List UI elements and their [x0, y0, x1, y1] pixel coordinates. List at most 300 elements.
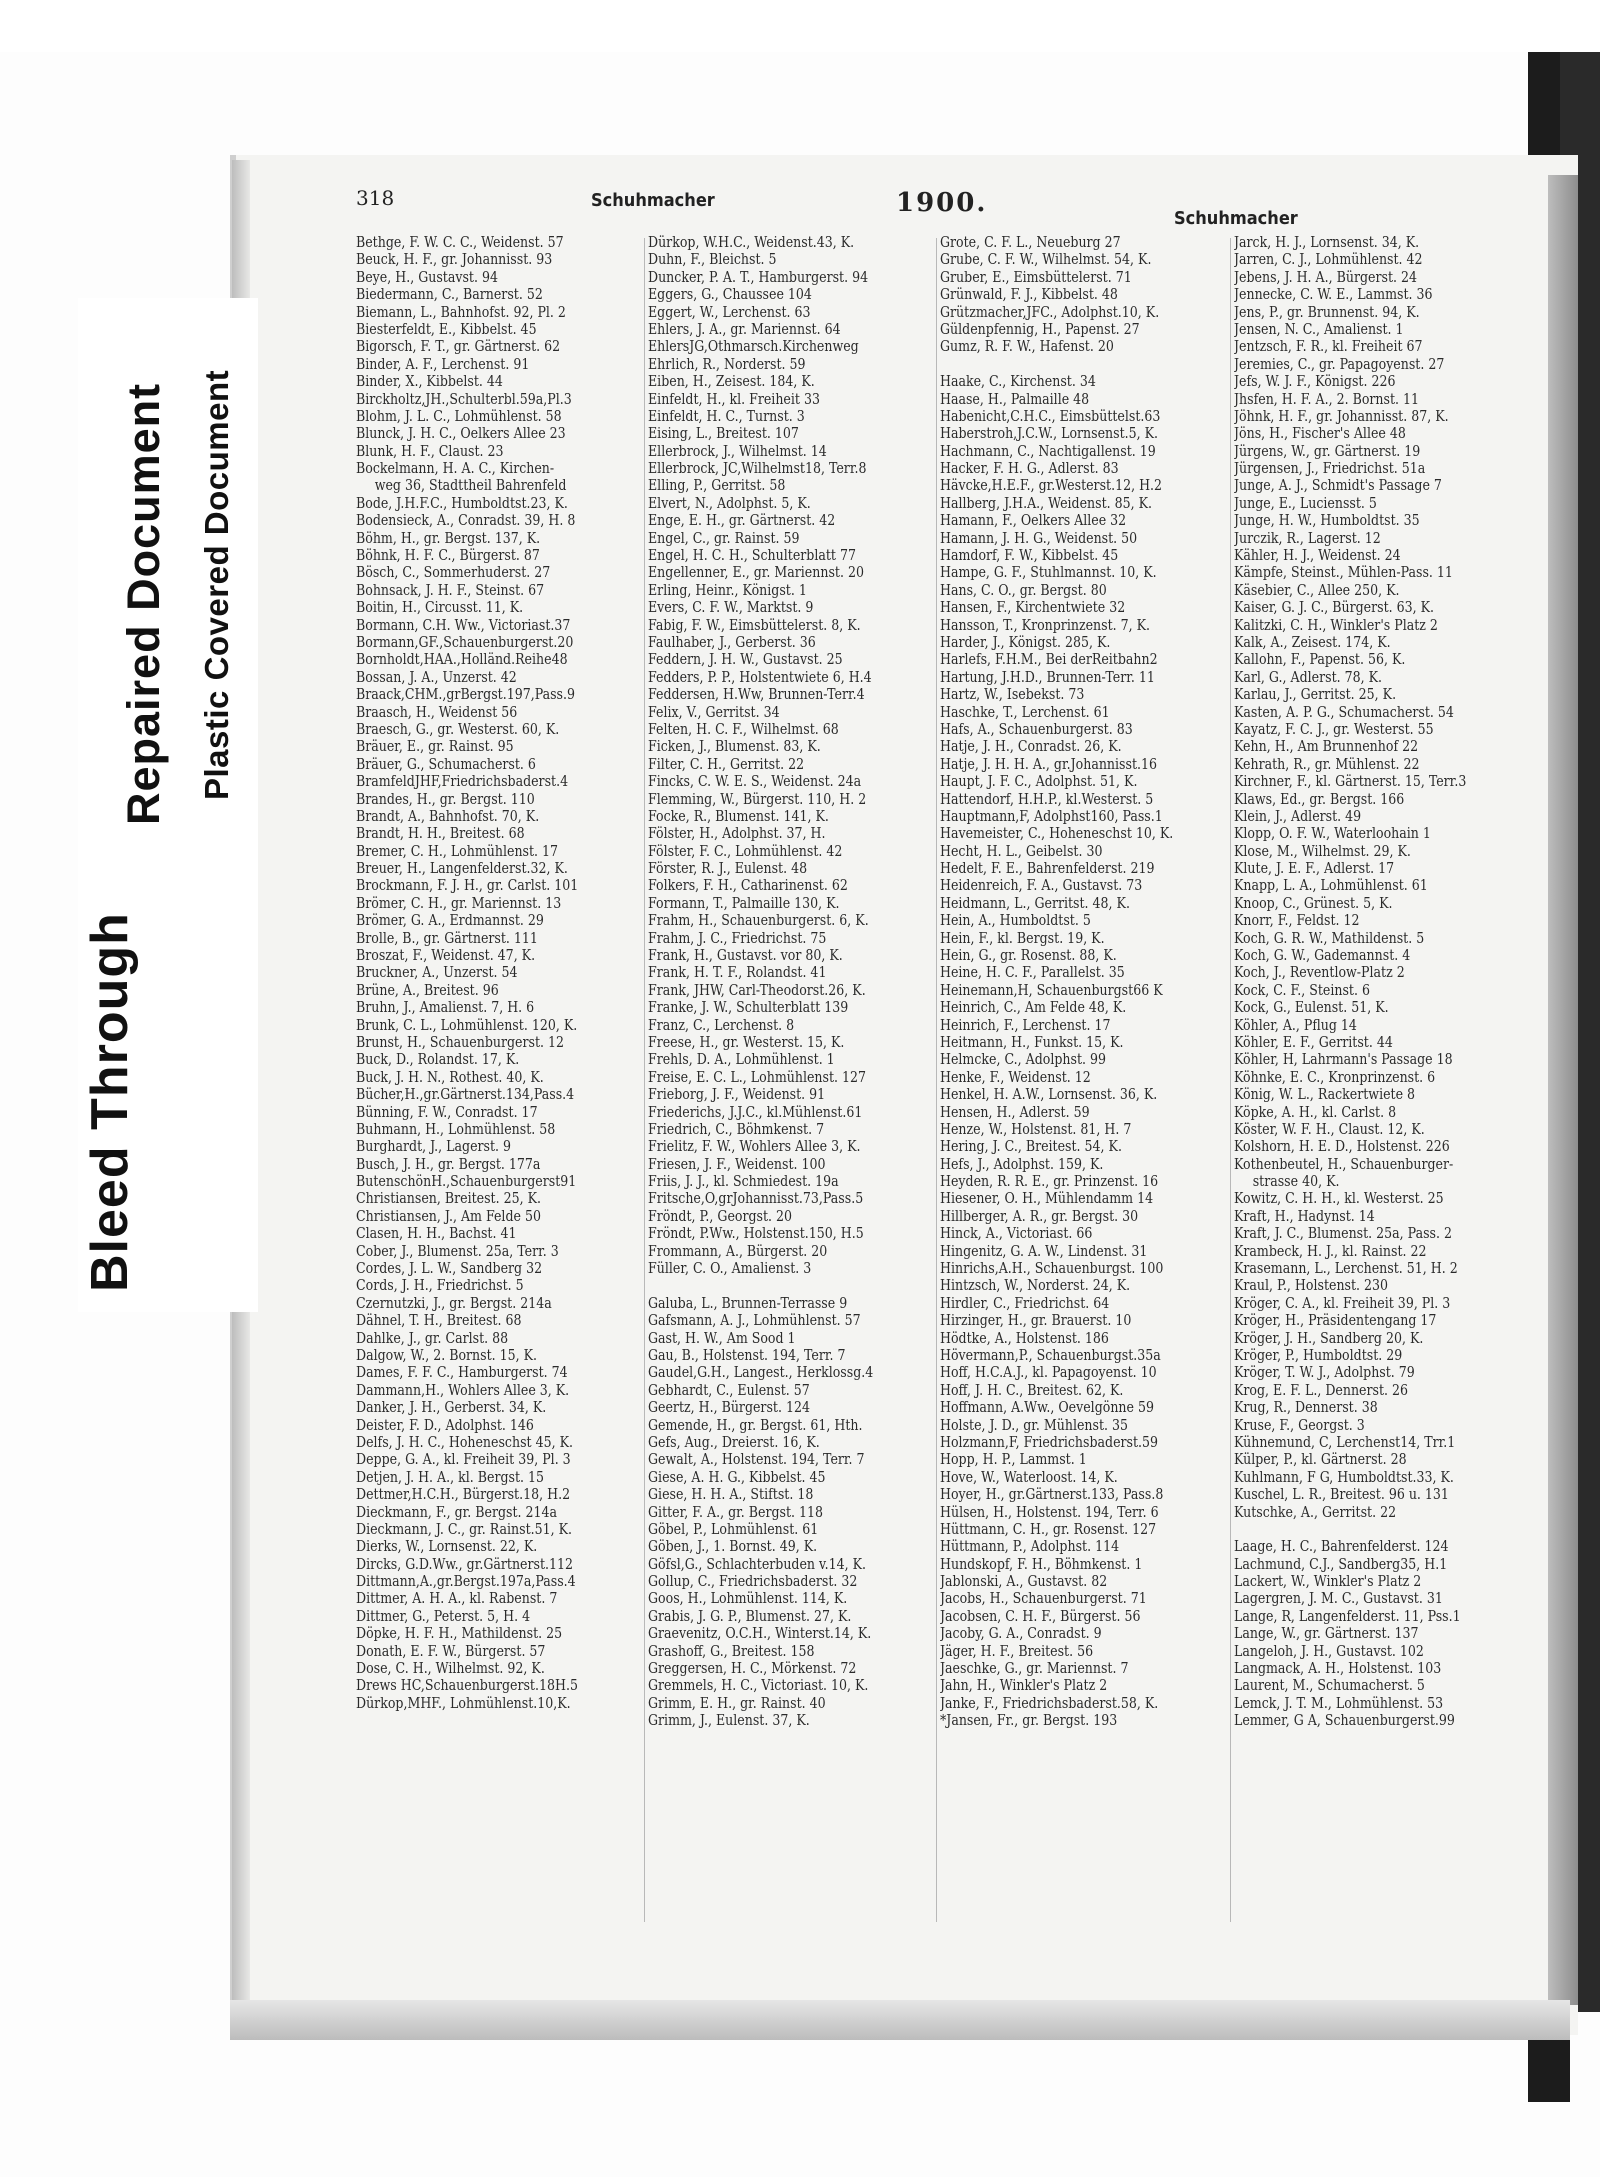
directory-entry: Hampe, G. F., Stuhlmannst. 10, K.: [940, 564, 1157, 582]
directory-entry: Friis, J. J., kl. Schmiedest. 19a: [648, 1173, 839, 1191]
directory-entry: Hecht, H. L., Geibelst. 30: [940, 842, 1103, 860]
directory-entry: Hävcke,H.E.F., gr.Westerst.12, H.2: [940, 477, 1163, 495]
directory-entry: Brunst, H., Schauenburgerst. 12: [356, 1033, 565, 1051]
scan-background: [0, 0, 1600, 52]
directory-entry: Göbel, P., Lohmühlenst. 61: [648, 1520, 819, 1538]
directory-entry: Frommann, A., Bürgerst. 20: [648, 1242, 828, 1260]
directory-column-1: [356, 234, 650, 1712]
directory-entry: Laurent, M., Schumacherst. 5: [1234, 1677, 1425, 1695]
directory-entry: Engel, C., gr. Rainst. 59: [648, 529, 800, 547]
directory-entry: Junge, E., Luciensst. 5: [1234, 494, 1377, 512]
directory-entry: Jurczik, R., Lagerst. 12: [1234, 529, 1381, 547]
directory-entry: Güldenpfennig, H., Papenst. 27: [940, 320, 1140, 338]
directory-entry: Dähnel, T. H., Breitest. 68: [356, 1312, 522, 1330]
directory-entry: Gemende, H., gr. Bergst. 61, Hth.: [648, 1416, 863, 1434]
directory-entry: Faulhaber, J., Gerberst. 36: [648, 633, 816, 651]
directory-entry: Kowitz, C. H. H., kl. Westerst. 25: [1234, 1190, 1444, 1208]
directory-entry: Kraul, P., Holstenst. 230: [1234, 1277, 1389, 1295]
directory-entry: Felten, H. C. F., Wilhelmst. 68: [648, 720, 839, 738]
directory-entry: Bodensieck, A., Conradst. 39, H. 8: [356, 512, 576, 530]
directory-entry: Friedrich, C., Böhmkenst. 7: [648, 1120, 825, 1138]
directory-entry: Bossan, J. A., Unzerst. 42: [356, 668, 517, 686]
directory-entry: Dürkop, W.H.C., Weidenst.43, K.: [648, 234, 855, 251]
directory-entry: Hirzinger, H., gr. Brauerst. 10: [940, 1312, 1132, 1330]
directory-entry: Evers, C. F. W., Marktst. 9: [648, 599, 814, 617]
directory-entry: Krambeck, H. J., kl. Rainst. 22: [1234, 1242, 1427, 1260]
directory-entry: Haupt, J. F. C., Adolphst. 51, K.: [940, 773, 1138, 791]
directory-entry: Galuba, L., Brunnen-Terrasse 9: [648, 1294, 848, 1312]
directory-entry: Hamann, J. H. G., Weidenst. 50: [940, 529, 1138, 547]
directory-entry: Knapp, L. A., Lohmühlenst. 61: [1234, 877, 1428, 895]
directory-entry: Gitter, F. A., gr. Bergst. 118: [648, 1503, 824, 1521]
directory-entry: Lachmund, C.J., Sandberg35, H.1: [1234, 1555, 1448, 1573]
directory-entry: Buhmann, H., Lohmühlenst. 58: [356, 1120, 556, 1138]
directory-entry: Enge, E. H., gr. Gärtnerst. 42: [648, 512, 836, 530]
directory-entry: Jarck, H. J., Lornsenst. 34, K.: [1234, 234, 1420, 251]
directory-entry: Einfeldt, H., kl. Freiheit 33: [648, 390, 820, 408]
directory-entry: Biesterfeldt, E., Kibbelst. 45: [356, 320, 537, 338]
directory-entry: Bücher,H.,gr.Gärtnerst.134,Pass.4: [356, 1086, 575, 1104]
directory-entry: Hansson, T., Kronprinzenst. 7, K.: [940, 616, 1151, 634]
directory-entry: Haake, C., Kirchenst. 34: [940, 373, 1096, 391]
directory-entry: Göfsl,G., Schlachterbuden v.14, K.: [648, 1555, 867, 1573]
directory-entry: Kallohn, F., Papenst. 56, K.: [1234, 651, 1406, 669]
directory-entry: Kuhlmann, F G, Humboldtst.33, K.: [1234, 1468, 1454, 1486]
directory-entry: Kröger, H., Präsidentengang 17: [1234, 1312, 1437, 1330]
directory-entry: Fabig, F. W., Eimsbüttelerst. 8, K.: [648, 616, 861, 634]
directory-entry: Buck, D., Rolandst. 17, K.: [356, 1051, 520, 1069]
directory-entry: Eggert, W., Lerchenst. 63: [648, 303, 811, 321]
directory-entry: Jöhnk, H. F., gr. Johannisst. 87, K.: [1234, 407, 1449, 425]
directory-entry: Drews HC,Schauenburgerst.18H.5: [356, 1677, 578, 1695]
directory-entry: König, W. L., Rackertwiete 8: [1234, 1086, 1416, 1104]
directory-entry: Dahlke, J., gr. Carlst. 88: [356, 1329, 509, 1347]
directory-entry: Kehrath, R., gr. Mühlenst. 22: [1234, 755, 1420, 773]
directory-entry: Bräuer, G., Schumacherst. 6: [356, 755, 536, 773]
directory-entry: Kuschel, L. R., Breitest. 96 u. 131: [1234, 1486, 1449, 1504]
directory-entry: Fincks, C. W. E. S., Weidenst. 24a: [648, 773, 862, 791]
directory-entry: Hoyer, H., gr.Gärtnerst.133, Pass.8: [940, 1486, 1164, 1504]
directory-entry: Kock, G., Eulenst. 51, K.: [1234, 999, 1389, 1017]
directory-entry: Henke, F., Weidenst. 12: [940, 1068, 1091, 1086]
directory-entry: Grünwald, F. J., Kibbelst. 48: [940, 286, 1118, 304]
directory-entry: Lemck, J. T. M., Lohmühlenst. 53: [1234, 1694, 1444, 1712]
directory-entry: Braesch, G., gr. Westerst. 60, K.: [356, 720, 560, 738]
directory-entry: Giese, H. H. A., Stiftst. 18: [648, 1486, 814, 1504]
directory-entry: Greggersen, H. C., Mörkenst. 72: [648, 1660, 857, 1678]
directory-entry: Dürkop,MHF., Lohmühlenst.10,K.: [356, 1694, 571, 1712]
directory-entry: Gewalt, A., Holstenst. 194, Terr. 7: [648, 1451, 865, 1469]
directory-entry: Henkel, H. A.W., Lornsenst. 36, K.: [940, 1086, 1158, 1104]
directory-entry: Hoff, H.C.A.J., kl. Papagoyenst. 10: [940, 1364, 1157, 1382]
directory-entry: Ehrlich, R., Norderst. 59: [648, 355, 806, 373]
directory-entry: Böhnk, H. F. C., Bürgerst. 87: [356, 547, 540, 565]
directory-entry: Brandt, A., Bahnhofst. 70, K.: [356, 807, 540, 825]
directory-entry: Hoff, J. H. C., Breitest. 62, K.: [940, 1381, 1124, 1399]
directory-entry: Jensen, N. C., Amalienst. 1: [1234, 320, 1404, 338]
directory-entry: Friederichs, J.J.C., kl.Mühlenst.61: [648, 1103, 863, 1121]
directory-entry: Külper, P., kl. Gärtnerst. 28: [1234, 1451, 1407, 1469]
directory-entry: Böhm, H., gr. Bergst. 137, K.: [356, 529, 541, 547]
directory-entry: Hövermann,P., Schauenburgst.35a: [940, 1347, 1161, 1364]
directory-entry: Blunck, J. H. C., Oelkers Allee 23: [356, 425, 566, 443]
directory-entry: Filter, C. H., Gerritst. 22: [648, 755, 805, 773]
directory-entry: Engel, H. C. H., Schulterblatt 77: [648, 547, 856, 565]
directory-entry: Franke, J. W., Schulterblatt 139: [648, 999, 849, 1017]
directory-entry: Heyden, R. R. E., gr. Prinzenst. 16: [940, 1173, 1159, 1191]
directory-entry: Hafs, A., Schauenburgerst. 83: [940, 720, 1133, 738]
directory-entry: Frehls, D. A., Lohmühlenst. 1: [648, 1051, 835, 1069]
directory-entry: Jürgens, W., gr. Gärtnerst. 19: [1234, 442, 1421, 460]
directory-entry: Jhsfen, H. F. A., 2. Bornst. 11: [1234, 390, 1420, 408]
directory-entry: Frielitz, F. W., Wohlers Allee 3, K.: [648, 1138, 861, 1156]
directory-entry: Klaws, Ed., gr. Bergst. 166: [1234, 790, 1405, 808]
directory-entry: Czernutzki, J., gr. Bergst. 214a: [356, 1294, 552, 1312]
directory-entry: Laage, H. C., Bahrenfelderst. 124: [1234, 1538, 1449, 1556]
directory-entry: Jarren, C. J., Lohmühlenst. 42: [1234, 251, 1423, 269]
directory-entry: Deister, F. D., Adolphst. 146: [356, 1416, 534, 1434]
directory-entry: Hensen, H., Adlerst. 59: [940, 1103, 1090, 1121]
directory-entry: Kaiser, G. J. C., Bürgerst. 63, K.: [1234, 599, 1435, 617]
directory-entry: Kraft, J. C., Blumenst. 25a, Pass. 2: [1234, 1225, 1452, 1243]
directory-entry: Krog, E. F. L., Dennerst. 26: [1234, 1381, 1409, 1399]
directory-entry: Holste, J. D., gr. Mühlenst. 35: [940, 1416, 1129, 1434]
directory-entry: Giese, A. H. G., Kibbelst. 45: [648, 1468, 826, 1486]
directory-entry: Heinrich, C., Am Felde 48, K.: [940, 999, 1127, 1017]
directory-entry: EhlersJG,Othmarsch.Kirchenweg: [648, 338, 859, 356]
directory-entry: Havemeister, C., Hoheneschst 10, K.: [940, 825, 1174, 843]
directory-entry: Grube, C. F. W., Wilhelmst. 54, K.: [940, 251, 1152, 269]
directory-entry: Langmack, A. H., Holstenst. 103: [1234, 1660, 1442, 1678]
directory-entry: Bohnsack, J. H. F., Steinst. 67: [356, 581, 545, 599]
directory-entry: Frahm, H., Schauenburgerst. 6, K.: [648, 912, 869, 930]
directory-entry: Binder, A. F., Lerchenst. 91: [356, 355, 530, 373]
directory-entry: Cober, J., Blumenst. 25a, Terr. 3: [356, 1242, 559, 1260]
directory-entry: Hans, C. O., gr. Bergst. 80: [940, 581, 1107, 599]
directory-entry: Folkers, F. H., Catharinenst. 62: [648, 877, 848, 895]
directory-entry: Bethge, F. W. C. C., Weidenst. 57: [356, 234, 564, 251]
year-heading: 1900.: [896, 188, 988, 218]
directory-entry: Lackert, W., Winkler's Platz 2: [1234, 1573, 1422, 1591]
directory-entry: Kolshorn, H. E. D., Holstenst. 226: [1234, 1138, 1450, 1156]
directory-entry: Brolle, B., gr. Gärtnerst. 111: [356, 929, 538, 947]
page-edge-shadow: [1548, 175, 1578, 2005]
directory-entry: Bünning, F. W., Conradst. 17: [356, 1103, 538, 1121]
directory-entry: Bormann, C.H. Ww., Victoriast.37: [356, 616, 571, 634]
directory-entry: BramfeldJHF,Friedrichsbaderst.4: [356, 773, 569, 791]
directory-entry: Göben, J., 1. Bornst. 49, K.: [648, 1538, 818, 1556]
directory-entry: Biedermann, C., Barnerst. 52: [356, 286, 543, 304]
directory-entry: Jefs, W. J. F., Königst. 226: [1234, 373, 1396, 391]
directory-entry: Hansen, F., Kirchentwiete 32: [940, 599, 1126, 617]
directory-entry: Brandes, H., gr. Bergst. 110: [356, 790, 535, 808]
directory-entry: Clasen, H. H., Bachst. 41: [356, 1225, 517, 1243]
directory-entry: Bigorsch, F. T., gr. Gärtnerst. 62: [356, 338, 561, 356]
directory-entry: Geertz, H., Bürgerst. 124: [648, 1399, 810, 1417]
directory-entry: Heitmann, H., Funkst. 15, K.: [940, 1033, 1124, 1051]
directory-entry: Köhler, E. F., Gerritst. 44: [1234, 1033, 1393, 1051]
directory-entry: Freese, H., gr. Westerst. 15, K.: [648, 1033, 845, 1051]
directory-entry: Elvert, N., Adolphst. 5, K.: [648, 494, 811, 512]
directory-entry: Bormann,GF.,Schauenburgerst.20: [356, 633, 574, 651]
directory-entry: Brömer, C. H., gr. Mariennst. 13: [356, 894, 562, 912]
directory-entry: Hartz, W., Isebekst. 73: [940, 686, 1085, 704]
directory-entry: Hopp, H. P., Lammst. 1: [940, 1451, 1087, 1469]
directory-entry: Christiansen, J., Am Felde 50: [356, 1207, 541, 1225]
label-plastic-covered: Plastic Covered Document: [198, 369, 235, 800]
directory-entry: Hamdorf, F. W., Kibbelst. 45: [940, 547, 1119, 565]
directory-entry: Junge, A. J., Schmidt's Passage 7: [1234, 477, 1442, 495]
directory-entry: Fölster, F. C., Lohmühlenst. 42: [648, 842, 843, 860]
running-title-left: Schuhmacher: [591, 190, 715, 211]
directory-entry: Kalk, A., Zeisest. 174, K.: [1234, 633, 1391, 651]
directory-entry: Friesen, J. F., Weidenst. 100: [648, 1155, 826, 1173]
directory-entry: Dalgow, W., 2. Bornst. 15, K.: [356, 1347, 538, 1364]
directory-entry: Gumz, R. F. W., Hafenst. 20: [940, 338, 1114, 356]
directory-entry: Koch, G. W., Gademannst. 4: [1234, 947, 1411, 965]
directory-entry: Jacoby, G. A., Conradst. 9: [940, 1625, 1102, 1643]
directory-entry: Focke, R., Blumenst. 141, K.: [648, 807, 829, 825]
directory-entry: Hüttmann, C. H., gr. Rosenst. 127: [940, 1520, 1157, 1538]
directory-entry: Habenicht,C.H.C., Eimsbüttelst.63: [940, 407, 1161, 425]
directory-entry: Flemming, W., Bürgerst. 110, H. 2: [648, 790, 867, 808]
directory-entry: Hirdler, C., Friedrichst. 64: [940, 1294, 1110, 1312]
directory-entry: Klute, J. E. F., Adlerst. 17: [1234, 860, 1395, 878]
directory-entry: Bornholdt,HAA.,Holländ.Reihe48: [356, 651, 568, 669]
directory-entry: Knoop, C., Grünest. 5, K.: [1234, 894, 1393, 912]
directory-entry: Grashoff, G., Breitest. 158: [648, 1642, 815, 1660]
directory-entry: Henze, W., Holstenst. 81, H. 7: [940, 1120, 1132, 1138]
directory-entry: Hödtke, A., Holstenst. 186: [940, 1329, 1109, 1347]
directory-entry: Koch, G. R. W., Mathildenst. 5: [1234, 929, 1425, 947]
directory-entry: Karlau, J., Gerritst. 25, K.: [1234, 686, 1397, 704]
directory-entry: Detjen, J. H. A., kl. Bergst. 15: [356, 1468, 545, 1486]
directory-entry: Kraft, H., Hadynst. 14: [1234, 1207, 1375, 1225]
directory-entry: Kasten, A. P. G., Schumacherst. 54: [1234, 703, 1454, 721]
directory-entry: Eggers, G., Chaussee 104: [648, 286, 812, 304]
directory-entry: Dittmer, A. H. A., kl. Rabenst. 7: [356, 1590, 558, 1608]
directory-entry: Hinrichs,A.H., Schauenburgst. 100: [940, 1260, 1164, 1278]
directory-entry: Köhler, A., Pflug 14: [1234, 1016, 1357, 1034]
directory-entry: *Jansen, Fr., gr. Bergst. 193: [940, 1712, 1118, 1730]
directory-entry: Frank, H., Gustavst. vor 80, K.: [648, 947, 843, 965]
directory-entry: Cords, J. H., Friedrichst. 5: [356, 1277, 524, 1295]
directory-entry: Graevenitz, O.C.H., Winterst.14, K.: [648, 1625, 872, 1643]
directory-entry: Broszat, F., Weidenst. 47, K.: [356, 947, 536, 965]
directory-entry: Christiansen, Breitest. 25, K.: [356, 1190, 542, 1208]
directory-entry: Dieckmann, J. C., gr. Rainst.51, K.: [356, 1520, 573, 1538]
directory-entry: Binder, X., Kibbelst. 44: [356, 373, 503, 391]
directory-entry: Heine, H. C. F., Parallelst. 35: [940, 964, 1125, 982]
directory-entry: Hefs, J., Adolphst. 159, K.: [940, 1155, 1104, 1173]
directory-entry: Hülsen, H., Holstenst. 194, Terr. 6: [940, 1503, 1159, 1521]
directory-entry: Fölster, H., Adolphst. 37, H.: [648, 825, 826, 843]
directory-entry: Ellerbrock, J., Wilhelmst. 14: [648, 442, 827, 460]
directory-entry: Eiben, H., Zeisest. 184, K.: [648, 373, 815, 391]
directory-entry: Förster, R. J., Eulenst. 48: [648, 860, 808, 878]
directory-entry: Kähler, H. J., Weidenst. 24: [1234, 547, 1401, 565]
directory-entry: Elling, P., Gerritst. 58: [648, 477, 786, 495]
directory-entry: Dose, C. H., Wilhelmst. 92, K.: [356, 1660, 545, 1678]
directory-entry: Hatje, J. H. H. A., gr.Johannisst.16: [940, 755, 1158, 773]
directory-entry: Hartung, J.H.D., Brunnen-Terr. 11: [940, 668, 1155, 686]
directory-entry: Dircks, G.D.Ww., gr.Gärtnerst.112: [356, 1555, 574, 1573]
directory-entry: Lagergren, J. M. C., Gustavst. 31: [1234, 1590, 1443, 1608]
label-repaired-document: Repaired Document: [118, 382, 169, 825]
directory-entry: Kutschke, A., Gerritst. 22: [1234, 1503, 1397, 1521]
directory-entry: Bruhn, J., Amalienst. 7, H. 6: [356, 999, 535, 1017]
directory-entry: Grote, C. F. L., Neueburg 27: [940, 234, 1121, 251]
directory-entry: Braasch, H., Weidenst 56: [356, 703, 518, 721]
directory-column-2: [648, 234, 942, 1730]
directory-entry: Gast, H. W., Am Sood 1: [648, 1329, 796, 1347]
directory-entry: Hein, A., Humboldtst. 5: [940, 912, 1091, 930]
directory-entry: Heidenreich, F. A., Gustavst. 73: [940, 877, 1143, 895]
directory-entry: Gafsmann, A. J., Lohmühlenst. 57: [648, 1312, 861, 1330]
directory-entry: Kirchner, F., kl. Gärtnerst. 15, Terr.3: [1234, 773, 1467, 791]
directory-entry: Klopp, O. F. W., Waterloohain 1: [1234, 825, 1431, 843]
directory-entry: Dittmer, G., Peterst. 5, H. 4: [356, 1607, 531, 1625]
directory-entry: Hiesener, O. H., Mühlendamm 14: [940, 1190, 1154, 1208]
directory-entry: Helmcke, C., Adolphst. 99: [940, 1051, 1107, 1069]
directory-entry: Krasemann, L., Lerchenst. 51, H. 2: [1234, 1260, 1458, 1278]
directory-entry: Grützmacher,JFC., Adolphst.10, K.: [940, 303, 1160, 321]
directory-entry: weg 36, Stadttheil Bahrenfeld: [374, 477, 567, 495]
directory-entry: Frank, H. T. F., Rolandst. 41: [648, 964, 827, 982]
directory-entry: Hove, W., Waterloost. 14, K.: [940, 1468, 1118, 1486]
directory-entry: Cordes, J. L. W., Sandberg 32: [356, 1260, 543, 1278]
directory-entry: Franz, C., Lerchenst. 8: [648, 1016, 795, 1034]
directory-entry: Feddersen, H.Ww, Brunnen-Terr.4: [648, 686, 865, 704]
directory-entry: Gefs, Aug., Dreierst. 16, K.: [648, 1433, 820, 1451]
directory-entry: Fröndt, P.Ww., Holstenst.150, H.5: [648, 1225, 864, 1243]
running-title-right: Schuhmacher: [1174, 208, 1298, 229]
directory-entry: Kröger, T. W. J., Adolphst. 79: [1234, 1364, 1415, 1382]
directory-entry: Janke, F., Friedrichsbaderst.58, K.: [940, 1694, 1159, 1712]
directory-entry: Grabis, J. G. P., Blumenst. 27, K.: [648, 1607, 852, 1625]
directory-entry: [940, 356, 1233, 373]
directory-entry: Kröger, J. H., Sandberg 20, K.: [1234, 1329, 1424, 1347]
directory-entry: Kühnemund, C, Lerchenst14, Trr.1: [1234, 1433, 1456, 1451]
directory-entry: Grimm, E. H., gr. Rainst. 40: [648, 1694, 826, 1712]
directory-entry: Erling, Heinr., Königst. 1: [648, 581, 807, 599]
directory-entry: Hauptmann,F, Adolphst160, Pass.1: [940, 807, 1163, 825]
directory-entry: Dettmer,H.C.H., Bürgerst.18, H.2: [356, 1486, 571, 1504]
directory-entry: Buck, J. H. N., Rothest. 40, K.: [356, 1068, 544, 1086]
directory-entry: Dames, F. F. C., Hamburgerst. 74: [356, 1364, 568, 1382]
directory-entry: Jacobs, H., Schauenburgerst. 71: [940, 1590, 1147, 1608]
directory-entry: Engellenner, E., gr. Mariennst. 20: [648, 564, 864, 582]
directory-entry: Jeremies, C., gr. Papagoyenst. 27: [1234, 355, 1445, 373]
directory-entry: Fedders, P. P., Holstentwiete 6, H.4: [648, 668, 872, 686]
directory-entry: Freise, E. C. L., Lohmühlenst. 127: [648, 1068, 867, 1086]
directory-entry: Kothenbeutel, H., Schauenburger-: [1234, 1155, 1454, 1173]
directory-entry: Hingenitz, G. A. W., Lindenst. 31: [940, 1242, 1148, 1260]
directory-entry: Frank, JHW, Carl-Theodorst.26, K.: [648, 981, 866, 999]
directory-entry: Krug, R., Dennerst. 38: [1234, 1399, 1378, 1417]
directory-entry: Kayatz, F. C. J., gr. Westerst. 55: [1234, 720, 1434, 738]
directory-entry: Bösch, C., Sommerhuderst. 27: [356, 564, 551, 582]
directory-entry: strasse 40, K.: [1252, 1173, 1340, 1191]
directory-entry: Burghardt, J., Lagerst. 9: [356, 1138, 512, 1156]
directory-entry: Feddern, J. H. W., Gustavst. 25: [648, 651, 843, 669]
directory-entry: Knorr, F., Feldst. 12: [1234, 912, 1360, 930]
directory-entry: Hein, F., kl. Bergst. 19, K.: [940, 929, 1105, 947]
directory-entry: Breuer, H., Langenfelderst.32, K.: [356, 860, 568, 878]
directory-entry: Goos, H., Lohmühlenst. 114, K.: [648, 1590, 848, 1608]
directory-entry: Jens, P., gr. Brunnenst. 94, K.: [1234, 303, 1420, 321]
directory-entry: Kock, C. F., Steinst. 6: [1234, 981, 1370, 999]
directory-entry: Gebhardt, C., Eulenst. 57: [648, 1381, 810, 1399]
directory-entry: Jaeschke, G., gr. Mariennst. 7: [940, 1660, 1129, 1678]
directory-entry: Karl, G., Adlerst. 78, K.: [1234, 668, 1383, 686]
directory-entry: Jacobsen, C. H. F., Bürgerst. 56: [940, 1607, 1141, 1625]
directory-entry: Bremer, C. H., Lohmühlenst. 17: [356, 842, 559, 860]
directory-entry: Grimm, J., Eulenst. 37, K.: [648, 1712, 810, 1730]
directory-entry: Beuck, H. F., gr. Johannisst. 93: [356, 251, 553, 269]
directory-entry: Blunk, H. F., Claust. 23: [356, 442, 504, 460]
directory-entry: Fritsche,O,grJohannisst.73,Pass.5: [648, 1190, 864, 1208]
directory-entry: Hein, G., gr. Rosenst. 88, K.: [940, 947, 1117, 965]
directory-entry: Dierks, W., Lornsenst. 22, K.: [356, 1538, 538, 1556]
directory-entry: Dammann,H., Wohlers Allee 3, K.: [356, 1381, 570, 1399]
directory-entry: Biemann, L., Bahnhofst. 92, Pl. 2: [356, 303, 566, 321]
directory-entry: Haberstroh,J.C.W., Lornsenst.5, K.: [940, 425, 1159, 443]
directory-entry: Hacker, F. H. G., Adlerst. 83: [940, 460, 1119, 478]
directory-entry: Köhnke, E. C., Kronprinzenst. 6: [1234, 1068, 1436, 1086]
directory-entry: Kalitzki, C. H., Winkler's Platz 2: [1234, 616, 1438, 634]
directory-entry: Ficken, J., Blumenst. 83, K.: [648, 738, 821, 756]
directory-entry: Hillberger, A. R., gr. Bergst. 30: [940, 1207, 1139, 1225]
directory-entry: Ellerbrock, JC,Wilhelmst18, Terr.8: [648, 460, 867, 478]
directory-entry: Eising, L., Breitest. 107: [648, 425, 799, 443]
directory-entry: Haase, H., Palmaille 48: [940, 390, 1090, 408]
directory-entry: Füller, C. O., Amalienst. 3: [648, 1260, 812, 1278]
directory-entry: Brömer, G. A., Erdmannst. 29: [356, 912, 544, 930]
directory-entry: Hamann, F., Oelkers Allee 32: [940, 512, 1127, 530]
directory-entry: Gollup, C., Friedrichsbaderst. 32: [648, 1573, 858, 1591]
directory-entry: Felix, V., Gerritst. 34: [648, 703, 780, 721]
directory-entry: Frieborg, J. F., Weidenst. 91: [648, 1086, 826, 1104]
directory-entry: Bruckner, A., Unzerst. 54: [356, 964, 518, 982]
directory-column-4: [1234, 234, 1528, 1730]
directory-entry: Einfeldt, H. C., Turnst. 3: [648, 407, 805, 425]
page-number: 318: [356, 186, 395, 210]
directory-entry: Klein, J., Adlerst. 49: [1234, 807, 1362, 825]
page-bottom-shadow: [230, 2000, 1570, 2040]
directory-entry: Gremmels, H. C., Victoriast. 10, K.: [648, 1677, 869, 1695]
directory-entry: Hintzsch, W., Norderst. 24, K.: [940, 1277, 1131, 1295]
directory-entry: Heinrich, F., Lerchenst. 17: [940, 1016, 1111, 1034]
directory-entry: Heinemann,H, Schauenburgst66 K: [940, 981, 1163, 999]
directory-entry: Hattendorf, H.H.P., kl.Westerst. 5: [940, 790, 1154, 808]
directory-entry: Fröndt, P., Georgst. 20: [648, 1207, 793, 1225]
directory-entry: Blohm, J. L. C., Lohmühlenst. 58: [356, 407, 562, 425]
directory-entry: Döpke, H. F. H., Mathildenst. 25: [356, 1625, 563, 1643]
label-bleed-through: Bleed Through: [81, 912, 139, 1292]
directory-entry: Brockmann, F. J. H., gr. Carlst. 101: [356, 877, 579, 895]
directory-entry: Jäger, H. F., Breitest. 56: [940, 1642, 1094, 1660]
directory-entry: Heidmann, L., Gerritst. 48, K.: [940, 894, 1130, 912]
directory-entry: Duhn, F., Bleichst. 5: [648, 251, 777, 269]
directory-entry: Jablonski, A., Gustavst. 82: [940, 1573, 1108, 1591]
directory-entry: Birckholtz,JH.,Schulterbl.59a,Pl.3: [356, 390, 572, 408]
directory-entry: Haschke, T., Lerchenst. 61: [940, 703, 1110, 721]
directory-entry: Hatje, J. H., Conradst. 26, K.: [940, 738, 1122, 756]
directory-entry: Beye, H., Gustavst. 94: [356, 268, 498, 286]
directory-entry: Boitin, H., Circusst. 11, K.: [356, 599, 524, 617]
page-header: [356, 178, 1516, 230]
